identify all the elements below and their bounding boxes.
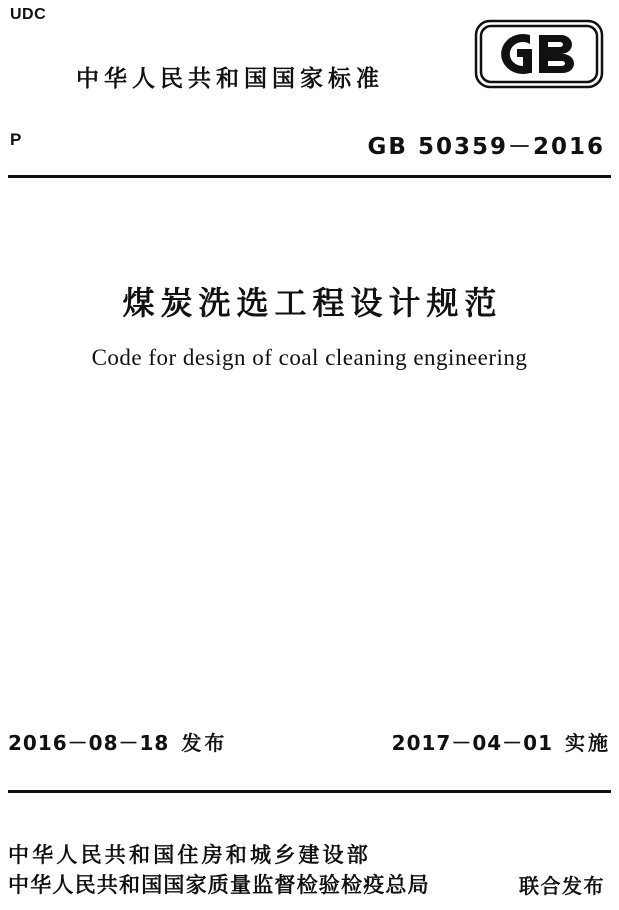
page-title: 煤炭洗选工程设计规范	[122, 284, 503, 322]
effective-label: 实施	[565, 731, 611, 755]
issue-date-group	[8, 727, 227, 756]
udc-label: UDC	[10, 6, 47, 23]
standard-number: GB 50359－2016	[367, 134, 605, 160]
issue-label: 发布	[181, 731, 228, 755]
footer-divider	[8, 790, 611, 793]
header-divider	[8, 175, 611, 178]
issuer-line-2: 中华人民共和国国家质量监督检验检疫总局	[8, 873, 430, 897]
effective-date: 2017－04－01	[391, 731, 553, 755]
national-standard-heading: 中华人民共和国国家标准	[76, 66, 384, 92]
joint-issue-label: 联合发布	[519, 874, 605, 898]
classification-mark: P	[10, 130, 22, 149]
issue-date: 2016－08－18	[8, 731, 170, 755]
issuer-line-1: 中华人民共和国住房和城乡建设部	[8, 843, 371, 867]
dates-row	[0, 727, 619, 757]
page-subtitle-english: Code for design of coal cleaning engineering	[91, 345, 528, 370]
effective-date-group	[392, 727, 611, 756]
gb-logo-icon	[473, 18, 605, 90]
issuing-authorities	[8, 840, 478, 900]
